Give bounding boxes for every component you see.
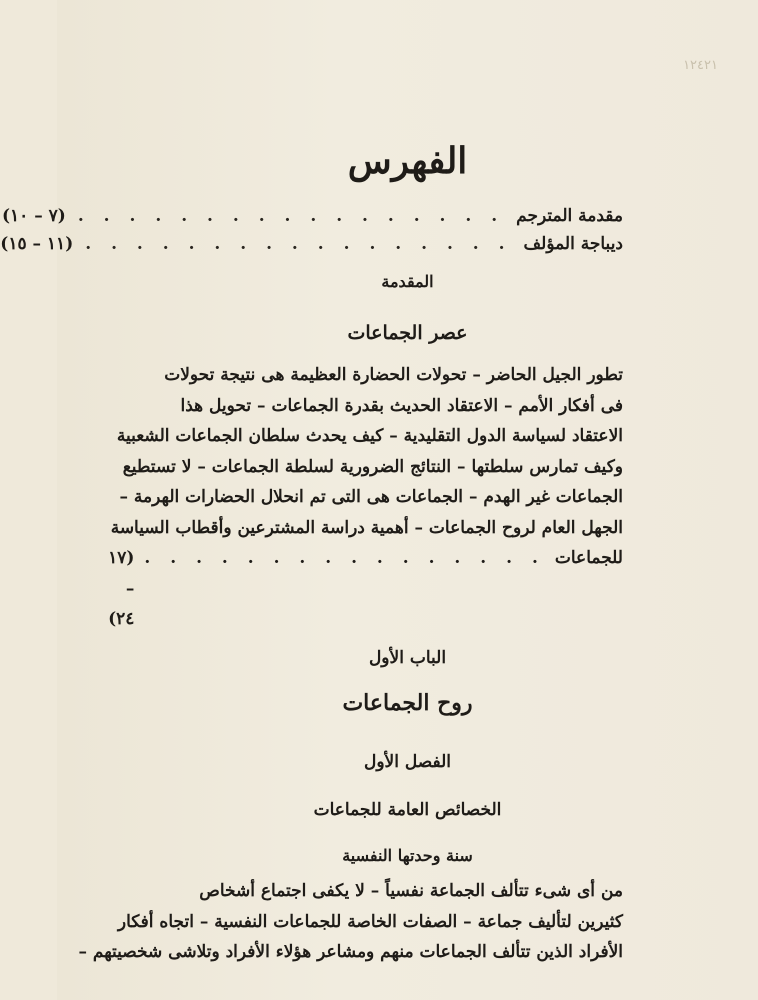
part-heading: الباب الأول [368,648,447,668]
toc-entry-translator-intro [2,206,623,226]
part-title: روح الجماعات [342,690,473,716]
toc-entry-author-preface [0,234,623,254]
toc-entry-label: ديباجة المؤلف [523,234,623,254]
toc-entry-pages: (٧ – ١٠) [2,206,66,226]
chapter-heading: الفصل الأول [363,752,452,772]
summary-line: فى أفكار الأمم – الاعتقاد الحديث بقدرة الجماعات – تحويل هذا [180,395,623,416]
summary-line: وكيف تمارس سلطتها – النتائج الضرورية لسلطة الجماعات – لا تستطيع [122,456,623,477]
summary-line: الجماعات غير الهدم – الجماعات هى التى تم انحلال الحضارات الهرمة – [119,487,623,507]
summary-line: كثيرين لتأليف جماعة – الصفات الخاصة للجماعات النفسية – اتجاه أفكار [117,911,623,932]
summary-line: تطور الجيل الحاضر – تحولات الحضارة العظيمة هى نتيجة تحولات [164,365,623,385]
summary-last-line [108,543,623,635]
summary-line: الأفراد الذين تتألف الجماعات منهم ومشاعر هؤلاء الأفراد وتلاشى شخصيتهم – [78,942,623,962]
toc-entry-pages: (١١ – ١٥) [0,234,74,254]
summary-line: الجهل العام لروح الجماعات – أهمية دراسة المشترعين وأقطاب السياسة [110,517,623,538]
intro-subheading: عصر الجماعات [347,322,468,344]
intro-summary [108,360,623,635]
toc-entry-label: مقدمة المترجم [516,206,623,226]
toc-leader-dots: . . . . . . . . . . . . . . . . . [77,206,505,226]
chapter-summary [78,876,623,968]
toc-leader-dots: . . . . . . . . . . . . . . . . [144,548,545,568]
summary-line: الاعتقاد لسياسة الدول التقليدية – كيف يحدث سلطان الجماعات الشعبية [116,426,623,446]
toc-entry-pages: (١٧ – ٢٤) [108,548,135,629]
page-title: الفهرس [347,140,468,182]
intro-heading: المقدمة [381,272,434,291]
toc-leader-dots: . . . . . . . . . . . . . . . . . [85,234,512,254]
summary-last-words: للجماعات [554,548,623,568]
chapter-subtitle: سنة وحدتها النفسية [342,846,473,865]
page-corner-mark: ١٢٤٢١ [683,58,718,73]
chapter-title: الخصائص العامة للجماعات [313,800,502,820]
summary-line: من أى شىء تتألف الجماعة نفسياً – لا يكفى اجتماع أشخاص [199,881,623,901]
